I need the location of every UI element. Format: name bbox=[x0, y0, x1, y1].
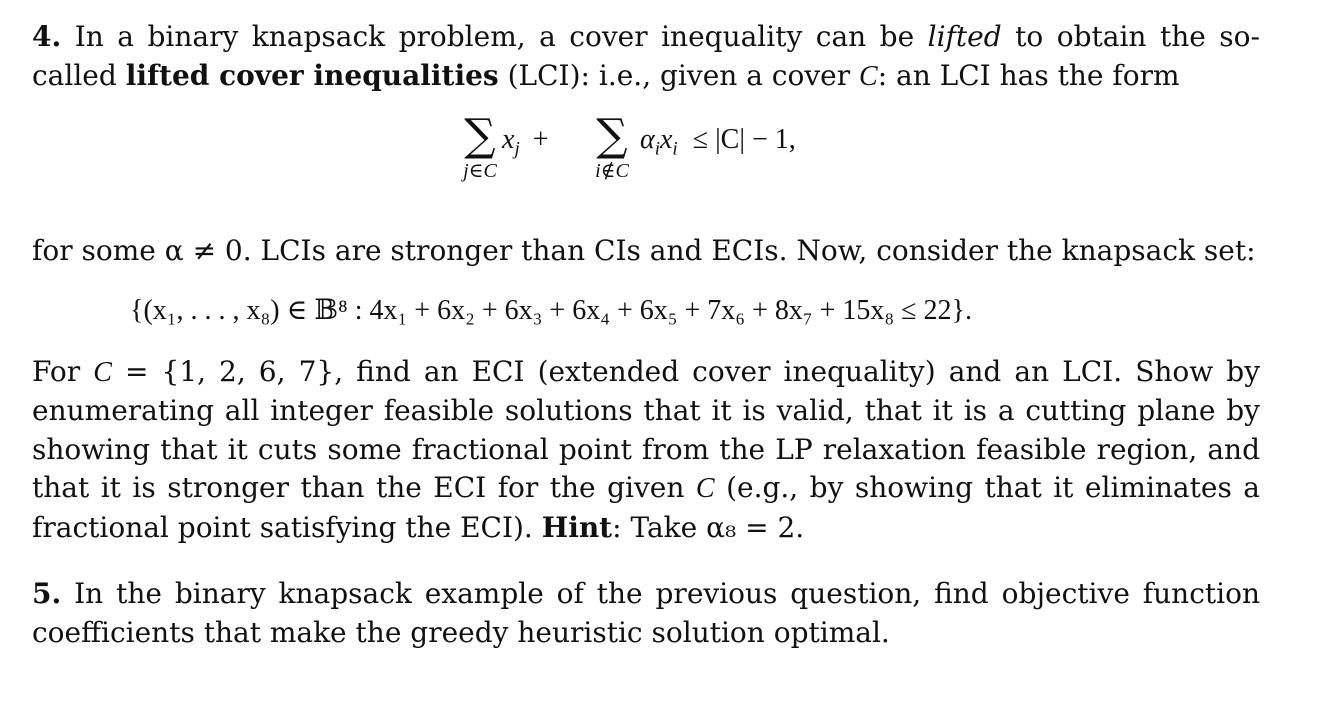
knapsack-set: {(x₁, . . . , x₈) ∈ 𝔹⁸ : 4x₁ + 6x₂ + 6x₃ + 6x₄ + 6x₅ + 7x₆ + 8x₇ + 15x₈ ≤ 22}. bbox=[130, 294, 972, 326]
question-4-task: For C = {1, 2, 6, 7}, find an ECI (extended cover inequality) and an LCI. Show by enumerating all integer feasible solutions that it is valid, that it is a cutting plane by showing that it cuts some fractional point from the LP relaxation feasible region, and that it is stronger than the ECI for the given C (e.g., by showing that it eliminates a fractional point satisfying the ECI). Hint: Take α₈ = 2. bbox=[32, 354, 1261, 544]
lci-term: lifted cover inequalities bbox=[125, 58, 499, 92]
document-page bbox=[32, 18, 1260, 652]
question-4-line3: for some α ≠ 0. LCIs are stronger than CIs and ECIs. Now, consider the knapsack set: bbox=[32, 234, 1256, 267]
lci-formula: ∑ j∈C $x_j$ + ∑ i∉C $\alpha_ix_i \le |C| - 1$, bbox=[463, 110, 796, 182]
question-5-number: 5. bbox=[32, 577, 62, 610]
hint-label: Hint bbox=[541, 510, 613, 544]
question-4-intro: 4. In a binary knapsack problem, a cover inequality can be lifted to obtain the so-called lifted cover inequalities (LCI): i.e., given a cover C: an LCI has the form bbox=[32, 20, 1260, 92]
question-5: 5. In the binary knapsack example of the previous question, find objective function coefficients that make the greedy heuristic solution optimal. bbox=[32, 577, 1260, 649]
question-4-number: 4. bbox=[32, 20, 62, 53]
